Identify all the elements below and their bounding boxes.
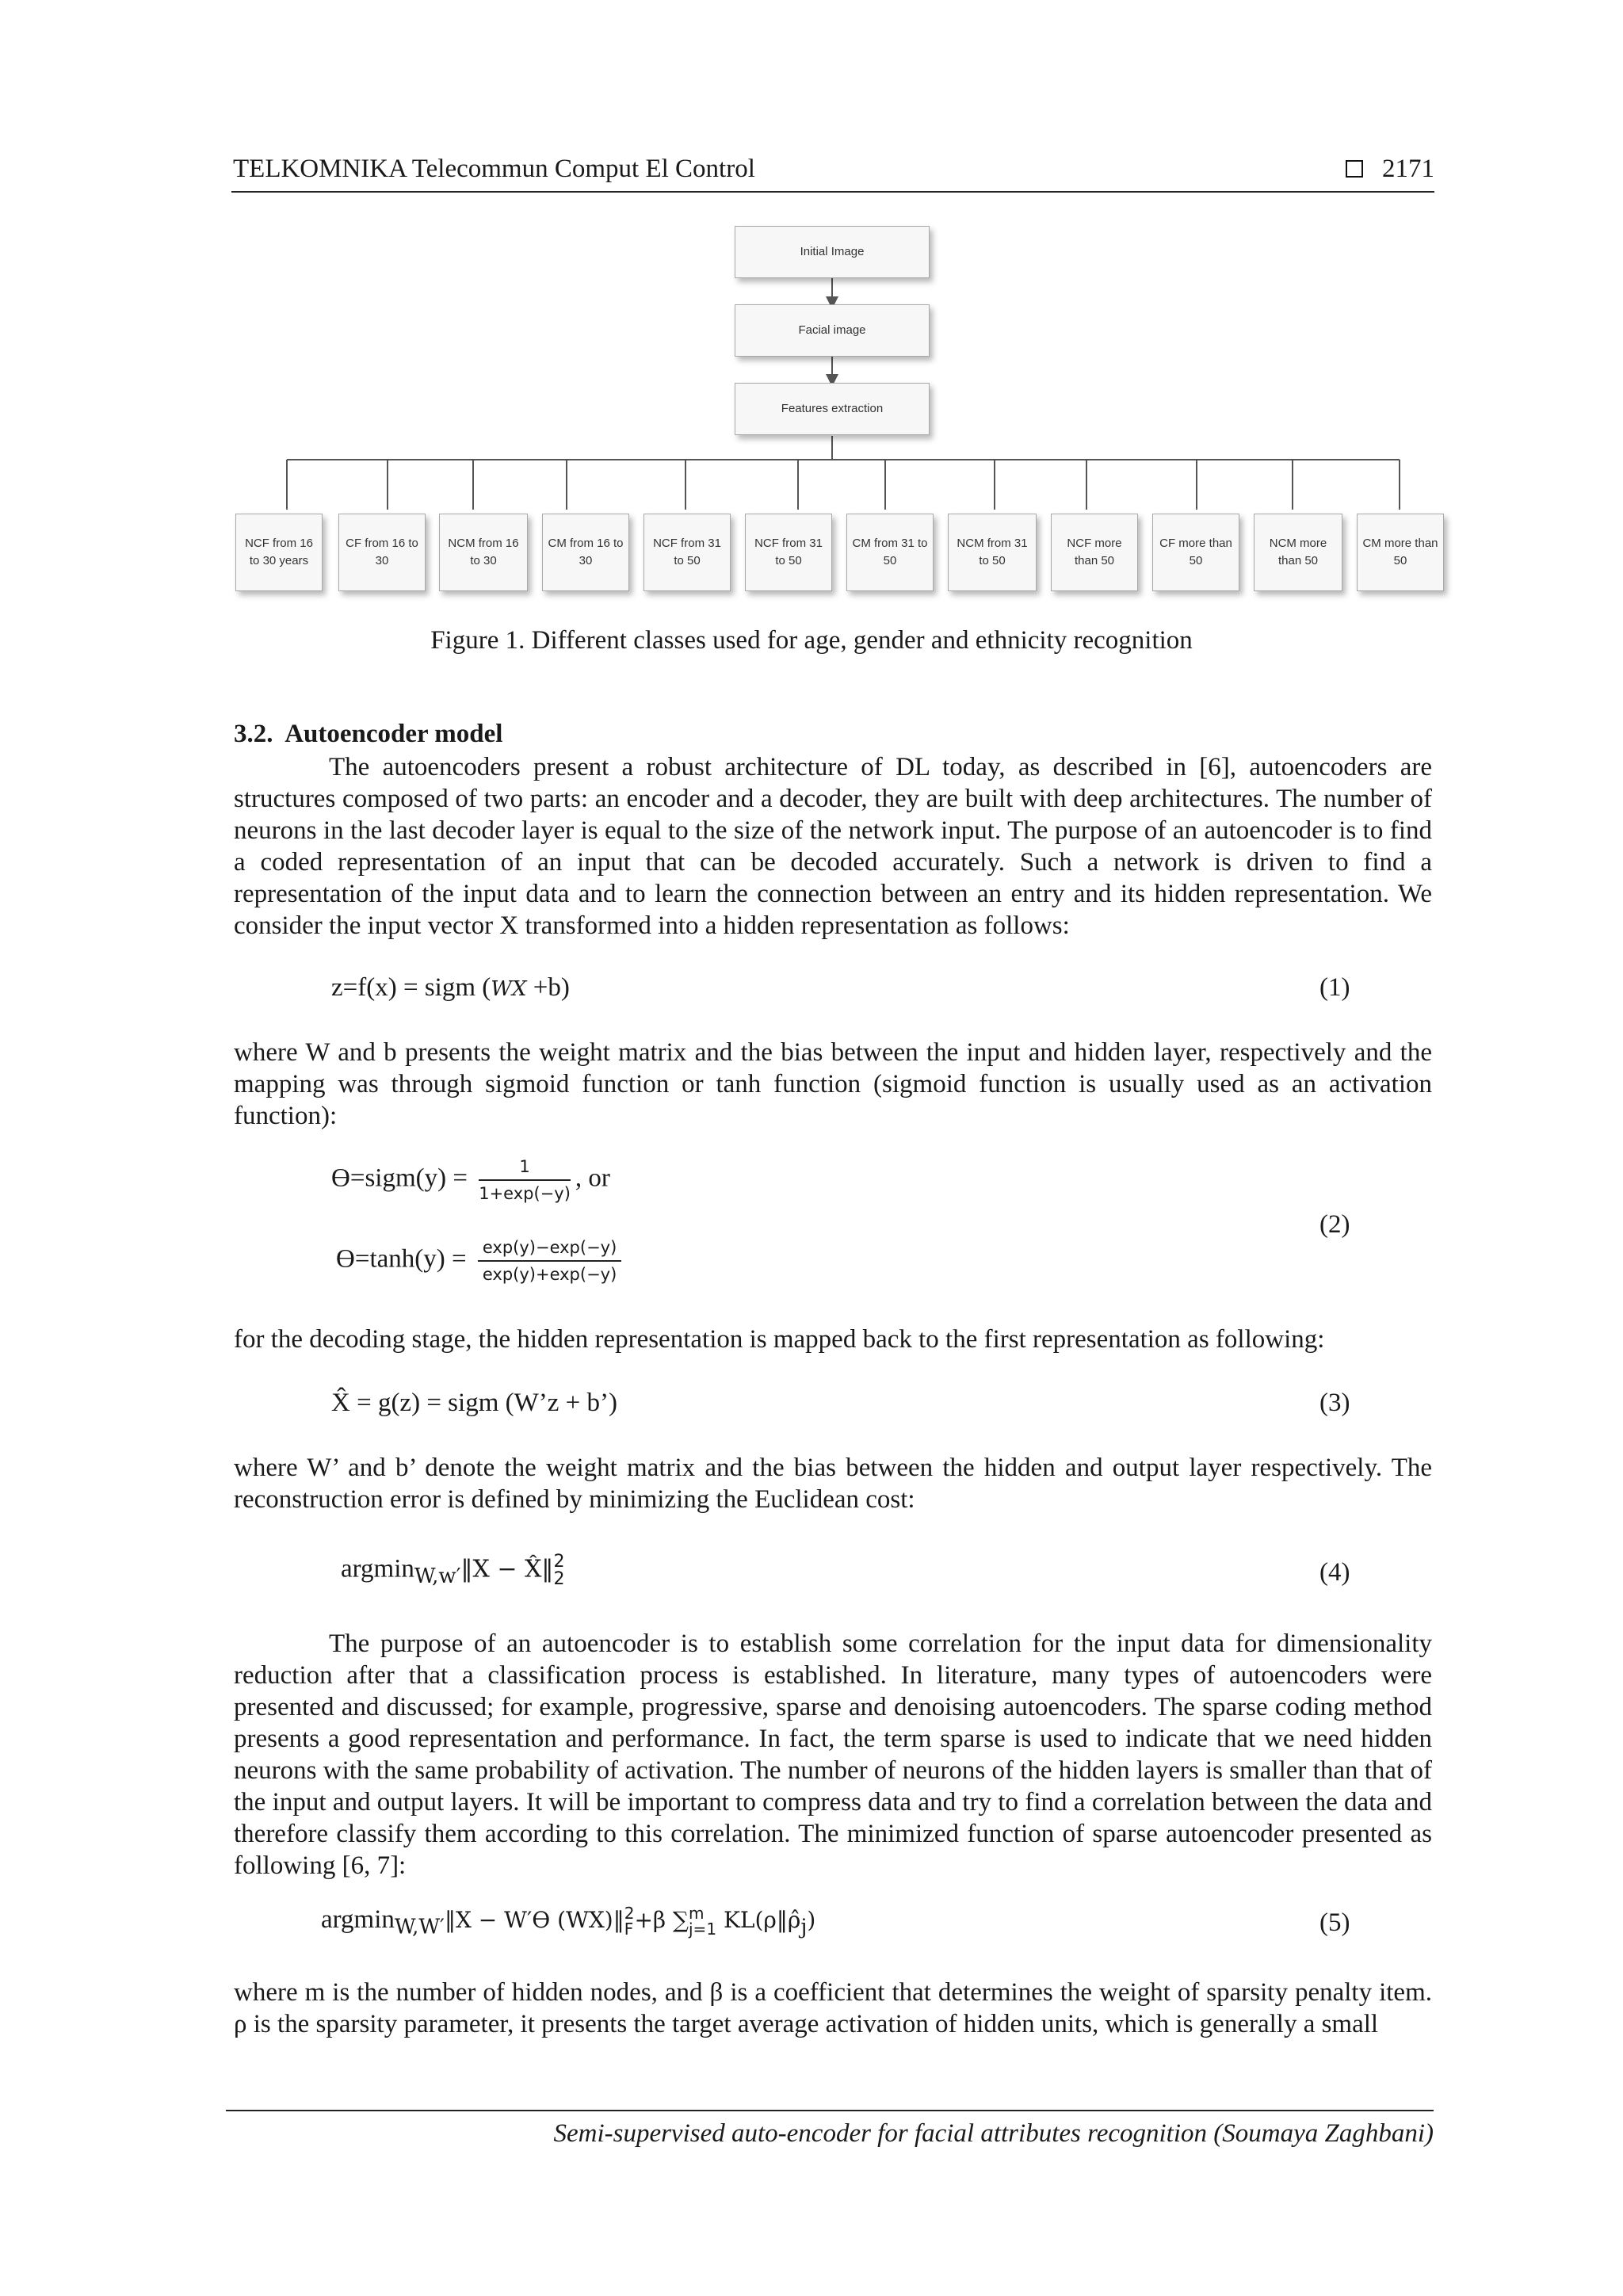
paragraph-5-text: The purpose of an autoencoder is to establish some correlation for the input data for dimensionality reduction after that a classification process is established. In literature, many types of autoencoders were presented and discussed; for example, progressive, sparse and denoising autoencoders. The sparse coding method presents a good representation and performance. In fact, the term sparse is used to indicate that we need hidden neurons with the same probability of activation. The number of neurons of the hidden layers is smaller than that of the input and output layers. It will be important to compress data and try to find a correlation between the data and therefore classify them according to this correlation. The minimized function of sparse autoencoder presented as following [6, 7]: <box>234 1629 1432 1880</box>
eq4-argmin: argmin <box>341 1554 414 1584</box>
eq5-kl-subscript: j <box>800 1915 808 1939</box>
eq4-subscript: 2 <box>553 1569 565 1589</box>
body-paragraph-2 <box>234 1037 1432 1132</box>
eq4-norm: ‖X − X̂‖ <box>460 1555 554 1584</box>
paragraph-6-text: where m is the number of hidden nodes, and β is a coefficient that determines the weight of sparsity penalty item. ρ is the sparsity parameter, it presents the target average activation of hidden units, which is generally a small <box>234 1978 1432 2038</box>
eq4-superscript: 2 <box>553 1552 565 1572</box>
eq1-wx: WX <box>491 977 527 1001</box>
initial-image-box: Initial Image <box>735 226 930 278</box>
class-box-ncm-over-50: NCM more than 50 <box>1254 514 1342 591</box>
features-extraction-box: Features extraction <box>735 383 930 435</box>
facial-image-box: Facial image <box>735 304 930 357</box>
eq2-or: , or <box>575 1163 610 1193</box>
flowchart-connectors <box>0 0 1623 602</box>
eq5-argmin: argmin <box>321 1905 395 1934</box>
eq2-tanh-fraction <box>478 1238 621 1284</box>
body-paragraph-6 <box>234 1977 1432 2040</box>
paragraph-1-text: The autoencoders present a robust architecture of DL today, as described in [6], autoencoders are structures composed of two parts: an encoder and a decoder, they are built with deep architectures. The number of neurons in the last decoder layer is equal to the size of the network input. The purpose of an autoencoder is to find a coded representation of an input that can be decoded accurately. Such a network is driven to find a representation of the input data and to learn the connection between an entry and its hidden representation. We consider the input vector X transformed into a hidden representation as follows: <box>234 753 1432 940</box>
equation-1-number: (1) <box>1319 973 1350 1002</box>
equation-4 <box>341 1553 564 1588</box>
class-box-cf-over-50: CF more than 50 <box>1152 514 1239 591</box>
eq2-tanh-numerator: exp(y)−exp(−y) <box>478 1238 621 1262</box>
class-box-cm-16-30: CM from 16 to 30 <box>542 514 629 591</box>
class-box-cf-16-30: CF from 16 to 30 <box>338 514 426 591</box>
class-box-ncf-31-50-b: NCF from 31 to 50 <box>745 514 832 591</box>
eq5-subscript: F <box>624 1920 634 1939</box>
eq2-sigm-fraction <box>479 1157 571 1203</box>
body-paragraph-3 <box>234 1324 1432 1355</box>
equation-2-tanh <box>336 1238 626 1284</box>
running-footer <box>226 2110 1434 2148</box>
class-box-ncf-16-30: NCF from 16 to 30 years <box>235 514 323 591</box>
figure-caption: Figure 1. Different classes used for age, gender and ethnicity recognition <box>430 626 1193 655</box>
equation-3-number: (3) <box>1319 1389 1350 1417</box>
eq5-sum-lower: j=1 <box>689 1920 717 1939</box>
equation-5 <box>321 1905 815 1939</box>
eq2-sigm-lhs: ϴ=sigm(y) = <box>331 1163 468 1193</box>
page-number-text: 2171 <box>1382 155 1434 183</box>
eq2-tanh-denominator: exp(y)+exp(−y) <box>482 1265 617 1284</box>
eq5-norm: ‖X − W′ϴ (WX)‖ <box>444 1907 624 1933</box>
eq5-kl: KL(ρ‖ρ̂ <box>716 1907 801 1933</box>
class-box-cm-31-50: CM from 31 to 50 <box>846 514 934 591</box>
body-paragraph-4 <box>234 1452 1432 1515</box>
eq2-tanh-lhs: ϴ=tanh(y) = <box>336 1244 467 1274</box>
class-box-ncf-31-50: NCF from 31 to 50 <box>643 514 731 591</box>
class-box-ncm-31-50: NCM from 31 to 50 <box>948 514 1037 591</box>
body-paragraph-5 <box>234 1628 1432 1881</box>
paragraph-3-text: for the decoding stage, the hidden representation is mapped back to the first representation as following: <box>234 1325 1325 1354</box>
section-title: Autoencoder model <box>285 720 503 748</box>
class-box-cm-over-50: CM more than 50 <box>1357 514 1444 591</box>
equation-2-number: (2) <box>1319 1210 1350 1239</box>
body-paragraph-1 <box>234 751 1432 942</box>
paragraph-4-text: where W’ and b’ denote the weight matrix and the bias between the hidden and output layer respectively. The reconstruction error is defined by minimizing the Euclidean cost: <box>234 1454 1432 1514</box>
equation-4-number: (4) <box>1319 1558 1350 1587</box>
eq5-close: ) <box>807 1907 816 1933</box>
eq1-lhs: z=f(x) = sigm ( <box>331 973 491 1002</box>
class-box-ncf-over-50: NCF more than 50 <box>1051 514 1138 591</box>
eq2-sigm-denominator: 1+exp(−y) <box>479 1184 571 1203</box>
paragraph-2-text: where W and b presents the weight matrix and the bias between the input and hidden layer, respectively and the mapping was through sigmoid function or tanh function (sigmoid function is usually used as an activation function): <box>234 1038 1432 1130</box>
eq5-sum-upper: m <box>689 1904 705 1924</box>
figure-1-flowchart <box>0 0 1623 602</box>
eq5-superscript: 2 <box>624 1904 635 1924</box>
section-heading <box>234 720 502 749</box>
eq5-sum: +β ∑ <box>634 1907 689 1933</box>
equation-2-sigm <box>331 1157 610 1203</box>
eq5-argmin-subscript: W,W′ <box>394 1915 445 1939</box>
eq2-sigm-numerator: 1 <box>479 1157 571 1181</box>
equation-3: X̂ = g(z) = sigm (W’z + b’) <box>331 1389 617 1417</box>
equation-5-number: (5) <box>1319 1908 1350 1937</box>
class-box-ncm-16-30: NCM from 16 to 30 <box>439 514 528 591</box>
equation-1 <box>331 973 570 1003</box>
eq4-argmin-subscript: W,w′ <box>414 1564 461 1589</box>
eq1-tail: +b) <box>526 973 570 1002</box>
footer-text: Semi-supervised auto-encoder for facial attributes recognition (Soumaya Zaghbani) <box>553 2119 1434 2148</box>
journal-title: TELKOMNIKA Telecommun Comput El Control <box>233 155 755 183</box>
section-number: 3.2. <box>234 720 273 748</box>
